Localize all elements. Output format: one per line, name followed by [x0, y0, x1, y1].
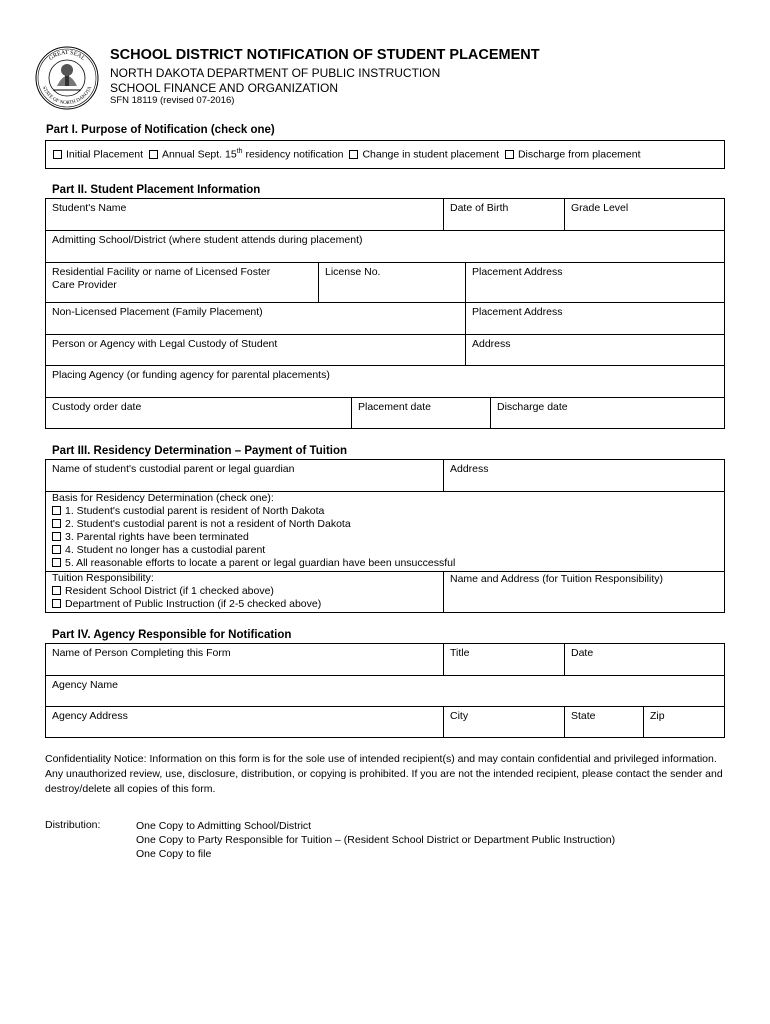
- residential-facility-label-2: Care Provider: [52, 279, 117, 291]
- distribution-label: Distribution:: [45, 819, 101, 831]
- residential-facility-label-1: Residential Facility or name of Licensed Foster: [52, 266, 271, 278]
- seal-top-text: GREAT SEAL: [48, 49, 86, 62]
- seal-bottom-text: STATE OF NORTH DAKOTA: [40, 85, 94, 107]
- basis-option-2[interactable]: [52, 518, 351, 530]
- basis-5-label: 5. All reasonable efforts to locate a parent or legal guardian have been unsuccessful: [65, 557, 456, 569]
- change-placement-label: Change in student placement: [362, 148, 500, 161]
- basis-1-label: 1. Student's custodial parent is resident of North Dakota: [65, 505, 325, 517]
- tuition-resident-label: Resident School District (if 1 checked above): [65, 585, 274, 597]
- agency-name-field[interactable]: Agency Name: [52, 679, 118, 691]
- distribution-line-1: One Copy to Admitting School/District: [136, 820, 312, 832]
- discharge-date-field[interactable]: Discharge date: [497, 401, 568, 413]
- parent-address-field[interactable]: Address: [450, 463, 489, 475]
- department-name: NORTH DAKOTA DEPARTMENT OF PUBLIC INSTRUCTION: [110, 66, 441, 80]
- form-title: SCHOOL DISTRICT NOTIFICATION OF STUDENT PLACEMENT: [110, 47, 540, 63]
- placement-address-2-field[interactable]: Placement Address: [472, 306, 563, 318]
- part4-title: Part IV. Agency Responsible for Notification: [52, 629, 292, 641]
- zip-field[interactable]: Zip: [650, 710, 665, 722]
- basis-option-5[interactable]: [52, 557, 455, 569]
- state-seal-logo: [35, 46, 99, 110]
- basis-2-checkbox[interactable]: [52, 519, 61, 528]
- placing-agency-field[interactable]: Placing Agency (or funding agency for parental placements): [52, 369, 330, 381]
- basis-option-1[interactable]: [52, 505, 324, 517]
- person-completing-field[interactable]: Name of Person Completing this Form: [52, 647, 231, 659]
- tuition-title: Tuition Responsibility:: [52, 572, 154, 584]
- initial-placement-label: Initial Placement: [66, 148, 144, 161]
- part2-table: [45, 198, 725, 429]
- annual-notification-sup: th: [236, 148, 243, 155]
- part2-title: Part II. Student Placement Information: [52, 184, 261, 196]
- state-field[interactable]: State: [571, 710, 596, 722]
- part1-title: Part I. Purpose of Notification (check one): [46, 124, 275, 136]
- placement-date-field[interactable]: Placement date: [358, 401, 431, 413]
- part1-box: [45, 140, 725, 169]
- students-name-field[interactable]: Student's Name: [52, 202, 127, 214]
- tuition-option-2[interactable]: [52, 598, 321, 610]
- distribution-line-2: One Copy to Party Responsible for Tuition – (Resident School District or Department Public Instruction): [136, 834, 616, 846]
- basis-4-label: 4. Student no longer has a custodial parent: [65, 544, 266, 556]
- tuition-option-1[interactable]: [52, 585, 274, 597]
- basis-title: Basis for Residency Determination (check one):: [52, 492, 274, 504]
- admitting-school-field[interactable]: Admitting School/District (where student attends during placement): [52, 234, 363, 246]
- title-field[interactable]: Title: [450, 647, 470, 659]
- form-number: SFN 18119 (revised 07-2016): [110, 95, 235, 106]
- basis-3-checkbox[interactable]: [52, 532, 61, 541]
- distribution-list: [136, 819, 615, 861]
- basis-3-label: 3. Parental rights have been terminated: [65, 531, 249, 543]
- part3-table: [45, 459, 725, 613]
- tuition-dpi-checkbox[interactable]: [52, 599, 61, 608]
- part4-table: [45, 643, 725, 738]
- placement-address-field[interactable]: Placement Address: [472, 266, 563, 278]
- discharge-placement-label: Discharge from placement: [517, 148, 641, 161]
- basis-4-checkbox[interactable]: [52, 545, 61, 554]
- annual-notification-label-b: residency notification: [242, 148, 344, 161]
- tuition-dpi-label: Department of Public Instruction (if 2-5 checked above): [65, 598, 322, 610]
- legal-custody-field[interactable]: Person or Agency with Legal Custody of Student: [52, 338, 278, 350]
- residential-facility-field[interactable]: [46, 263, 276, 295]
- annual-notification-label-a: Annual Sept. 15: [161, 148, 237, 161]
- city-field[interactable]: City: [450, 710, 469, 722]
- date-of-birth-field[interactable]: Date of Birth: [450, 202, 509, 214]
- annual-notification-checkbox[interactable]: [149, 150, 158, 159]
- basis-option-4[interactable]: [52, 544, 265, 556]
- date-field[interactable]: Date: [571, 647, 594, 659]
- basis-5-checkbox[interactable]: [52, 558, 61, 567]
- custody-order-date-field[interactable]: Custody order date: [52, 401, 142, 413]
- part3-title: Part III. Residency Determination – Payment of Tuition: [52, 445, 348, 457]
- agency-address-field[interactable]: Agency Address: [52, 710, 128, 722]
- discharge-placement-checkbox[interactable]: [505, 150, 514, 159]
- basis-1-checkbox[interactable]: [52, 506, 61, 515]
- basis-2-label: 2. Student's custodial parent is not a resident of North Dakota: [65, 518, 351, 530]
- change-placement-checkbox[interactable]: [349, 150, 358, 159]
- tuition-name-address-field[interactable]: Name and Address (for Tuition Responsibility): [450, 573, 664, 585]
- custody-address-field[interactable]: Address: [472, 338, 511, 350]
- basis-option-3[interactable]: [52, 531, 249, 543]
- parent-name-field[interactable]: Name of student's custodial parent or legal guardian: [52, 463, 295, 475]
- distribution-line-3: One Copy to file: [136, 848, 212, 860]
- confidentiality-notice: Confidentiality Notice: Information on this form is for the sole use of intended recipient(s) and may contain confidential and privileged information. Any unauthorized review, use, disclosure, distribution, or copying is prohibited. If you are not the intended recipient, please contact the sender and destroy/delete all copies of this form.: [45, 753, 723, 795]
- non-licensed-placement-field[interactable]: Non-Licensed Placement (Family Placement): [52, 306, 263, 318]
- division-name: SCHOOL FINANCE AND ORGANIZATION: [110, 81, 339, 95]
- part1-options: [49, 146, 645, 163]
- tuition-resident-checkbox[interactable]: [52, 586, 61, 595]
- grade-level-field[interactable]: Grade Level: [571, 202, 629, 214]
- license-no-field[interactable]: License No.: [325, 266, 381, 278]
- initial-placement-checkbox[interactable]: [53, 150, 62, 159]
